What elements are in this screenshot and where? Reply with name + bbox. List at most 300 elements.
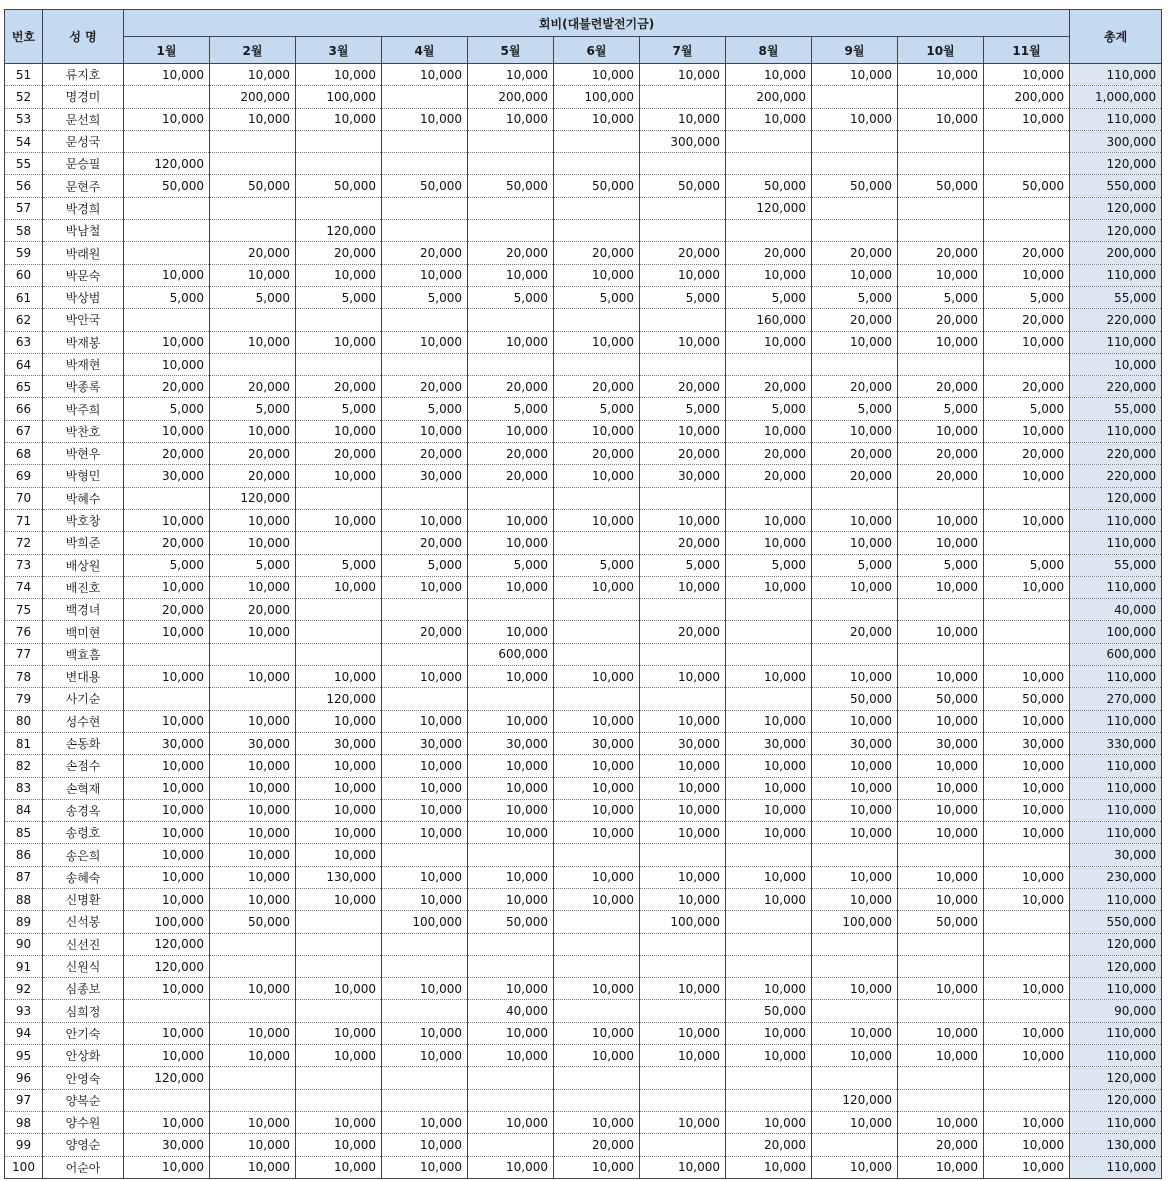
cell-name[interactable]: 박형민 [43,465,124,487]
cell-month-amount[interactable]: 10,000 [726,509,812,531]
cell-month-amount[interactable]: 10,000 [640,331,726,353]
cell-month-amount[interactable]: 120,000 [296,220,382,242]
cell-name[interactable]: 성수현 [43,710,124,732]
cell-month-amount[interactable]: 5,000 [812,398,898,420]
cell-no[interactable]: 59 [5,242,43,264]
cell-month-amount[interactable] [296,599,382,621]
cell-month-amount[interactable]: 10,000 [382,108,468,130]
cell-month-amount[interactable] [382,153,468,175]
cell-month-amount[interactable]: 20,000 [812,242,898,264]
cell-month-amount[interactable]: 10,000 [812,108,898,130]
cell-total[interactable]: 550,000 [1070,911,1162,933]
cell-total[interactable]: 110,000 [1070,264,1162,286]
cell-month-amount[interactable]: 10,000 [984,331,1070,353]
cell-name[interactable]: 양복순 [43,1089,124,1111]
cell-month-amount[interactable]: 20,000 [812,621,898,643]
cell-month-amount[interactable] [554,844,640,866]
cell-month-amount[interactable]: 20,000 [640,376,726,398]
cell-month-amount[interactable]: 50,000 [124,175,210,197]
cell-month-amount[interactable]: 20,000 [382,443,468,465]
cell-month-amount[interactable]: 10,000 [210,822,296,844]
cell-month-amount[interactable]: 10,000 [468,1045,554,1067]
cell-month-amount[interactable]: 10,000 [468,1022,554,1044]
cell-name[interactable]: 박래원 [43,242,124,264]
cell-month-amount[interactable]: 10,000 [984,710,1070,732]
cell-month-amount[interactable] [812,487,898,509]
cell-total[interactable]: 110,000 [1070,799,1162,821]
cell-month-amount[interactable]: 10,000 [210,1045,296,1067]
cell-month-amount[interactable]: 10,000 [726,1156,812,1178]
cell-month-amount[interactable]: 10,000 [382,576,468,598]
cell-month-amount[interactable] [726,220,812,242]
cell-month-amount[interactable]: 10,000 [640,576,726,598]
cell-month-amount[interactable]: 30,000 [210,732,296,754]
cell-no[interactable]: 55 [5,153,43,175]
cell-name[interactable]: 심종보 [43,978,124,1000]
cell-month-amount[interactable]: 10,000 [210,532,296,554]
cell-month-amount[interactable]: 10,000 [554,465,640,487]
cell-name[interactable]: 손혁재 [43,777,124,799]
cell-month-amount[interactable] [984,955,1070,977]
cell-month-amount[interactable]: 10,000 [640,666,726,688]
cell-name[interactable]: 류지호 [43,64,124,86]
cell-no[interactable]: 73 [5,554,43,576]
cell-month-amount[interactable] [554,153,640,175]
cell-month-amount[interactable]: 10,000 [726,1022,812,1044]
cell-total[interactable]: 55,000 [1070,398,1162,420]
cell-month-amount[interactable]: 20,000 [984,309,1070,331]
cell-name[interactable]: 문현주 [43,175,124,197]
cell-month-amount[interactable]: 10,000 [468,888,554,910]
cell-no[interactable]: 75 [5,599,43,621]
cell-month-amount[interactable]: 10,000 [210,1111,296,1133]
cell-month-amount[interactable]: 20,000 [382,242,468,264]
cell-month-amount[interactable] [984,532,1070,554]
cell-month-amount[interactable] [124,643,210,665]
cell-month-amount[interactable] [984,220,1070,242]
cell-name[interactable]: 박상범 [43,286,124,308]
cell-month-amount[interactable]: 10,000 [296,755,382,777]
cell-month-amount[interactable] [812,844,898,866]
cell-month-amount[interactable]: 20,000 [124,443,210,465]
cell-no[interactable]: 82 [5,755,43,777]
cell-month-amount[interactable]: 10,000 [296,108,382,130]
cell-month-amount[interactable]: 10,000 [296,1022,382,1044]
cell-no[interactable]: 58 [5,220,43,242]
cell-month-amount[interactable]: 30,000 [640,465,726,487]
cell-month-amount[interactable]: 10,000 [812,755,898,777]
cell-name[interactable]: 신석봉 [43,911,124,933]
cell-month-amount[interactable]: 10,000 [640,777,726,799]
cell-no[interactable]: 77 [5,643,43,665]
cell-month-amount[interactable] [554,955,640,977]
cell-month-amount[interactable]: 10,000 [898,420,984,442]
cell-total[interactable]: 220,000 [1070,465,1162,487]
cell-month-amount[interactable]: 10,000 [554,576,640,598]
cell-month-amount[interactable]: 10,000 [898,1111,984,1133]
cell-month-amount[interactable]: 10,000 [984,1134,1070,1156]
cell-month-amount[interactable]: 10,000 [296,710,382,732]
cell-month-amount[interactable] [296,353,382,375]
cell-month-amount[interactable] [468,933,554,955]
cell-month-amount[interactable]: 10,000 [640,64,726,86]
cell-month-amount[interactable] [296,487,382,509]
cell-month-amount[interactable]: 300,000 [640,130,726,152]
cell-month-amount[interactable]: 10,000 [554,509,640,531]
cell-month-amount[interactable]: 10,000 [554,822,640,844]
cell-month-amount[interactable]: 10,000 [640,1022,726,1044]
cell-month-amount[interactable]: 10,000 [554,799,640,821]
cell-month-amount[interactable]: 10,000 [812,64,898,86]
cell-month-amount[interactable]: 30,000 [382,465,468,487]
cell-month-amount[interactable]: 10,000 [382,1022,468,1044]
cell-month-amount[interactable]: 5,000 [382,554,468,576]
cell-month-amount[interactable]: 10,000 [124,1045,210,1067]
cell-name[interactable]: 배상원 [43,554,124,576]
cell-no[interactable]: 87 [5,866,43,888]
cell-month-amount[interactable]: 10,000 [984,755,1070,777]
cell-month-amount[interactable]: 10,000 [898,576,984,598]
cell-month-amount[interactable]: 10,000 [984,264,1070,286]
cell-no[interactable]: 84 [5,799,43,821]
cell-month-amount[interactable]: 50,000 [898,688,984,710]
cell-no[interactable]: 94 [5,1022,43,1044]
cell-month-amount[interactable]: 10,000 [468,777,554,799]
cell-month-amount[interactable] [210,197,296,219]
cell-month-amount[interactable]: 10,000 [898,1022,984,1044]
cell-month-amount[interactable] [554,933,640,955]
cell-month-amount[interactable]: 20,000 [984,443,1070,465]
cell-month-amount[interactable]: 10,000 [124,108,210,130]
cell-month-amount[interactable] [296,933,382,955]
cell-month-amount[interactable]: 10,000 [640,420,726,442]
cell-month-amount[interactable]: 10,000 [726,777,812,799]
cell-month-amount[interactable]: 10,000 [984,509,1070,531]
cell-total[interactable]: 110,000 [1070,1156,1162,1178]
cell-month-amount[interactable]: 5,000 [898,554,984,576]
cell-month-amount[interactable]: 30,000 [124,1134,210,1156]
cell-total[interactable]: 200,000 [1070,242,1162,264]
cell-month-amount[interactable] [210,955,296,977]
cell-month-amount[interactable]: 10,000 [210,576,296,598]
cell-total[interactable]: 30,000 [1070,844,1162,866]
cell-total[interactable]: 120,000 [1070,220,1162,242]
cell-total[interactable]: 550,000 [1070,175,1162,197]
cell-month-amount[interactable]: 10,000 [726,64,812,86]
cell-month-amount[interactable]: 10,000 [984,420,1070,442]
cell-month-amount[interactable]: 10,000 [726,108,812,130]
cell-total[interactable]: 100,000 [1070,621,1162,643]
cell-month-amount[interactable]: 10,000 [984,866,1070,888]
cell-no[interactable]: 81 [5,732,43,754]
cell-month-amount[interactable] [812,353,898,375]
cell-month-amount[interactable]: 10,000 [898,666,984,688]
cell-month-amount[interactable]: 10,000 [468,420,554,442]
cell-name[interactable]: 백미현 [43,621,124,643]
cell-month-amount[interactable] [726,688,812,710]
cell-total[interactable]: 120,000 [1070,487,1162,509]
cell-no[interactable]: 93 [5,1000,43,1022]
cell-month-amount[interactable]: 10,000 [726,799,812,821]
cell-total[interactable]: 600,000 [1070,643,1162,665]
cell-month-amount[interactable] [468,955,554,977]
cell-month-amount[interactable] [640,487,726,509]
cell-no[interactable]: 61 [5,286,43,308]
cell-month-amount[interactable] [296,621,382,643]
cell-month-amount[interactable]: 10,000 [296,978,382,1000]
cell-month-amount[interactable]: 10,000 [382,420,468,442]
cell-month-amount[interactable]: 20,000 [726,242,812,264]
cell-no[interactable]: 68 [5,443,43,465]
cell-month-amount[interactable]: 5,000 [554,554,640,576]
cell-month-amount[interactable]: 30,000 [812,732,898,754]
cell-month-amount[interactable]: 5,000 [640,286,726,308]
cell-month-amount[interactable]: 10,000 [124,331,210,353]
cell-month-amount[interactable]: 5,000 [296,286,382,308]
cell-month-amount[interactable]: 10,000 [640,822,726,844]
cell-month-amount[interactable]: 10,000 [898,822,984,844]
cell-month-amount[interactable] [468,130,554,152]
cell-name[interactable]: 신명환 [43,888,124,910]
cell-month-amount[interactable]: 20,000 [468,443,554,465]
cell-month-amount[interactable] [898,130,984,152]
cell-month-amount[interactable]: 20,000 [726,443,812,465]
cell-month-amount[interactable] [210,309,296,331]
cell-month-amount[interactable]: 600,000 [468,643,554,665]
cell-name[interactable]: 신선진 [43,933,124,955]
cell-name[interactable]: 박희준 [43,532,124,554]
cell-total[interactable]: 110,000 [1070,576,1162,598]
cell-month-amount[interactable]: 20,000 [898,443,984,465]
cell-total[interactable]: 110,000 [1070,978,1162,1000]
cell-month-amount[interactable] [296,1089,382,1111]
cell-month-amount[interactable]: 10,000 [296,888,382,910]
cell-month-amount[interactable] [554,1067,640,1089]
cell-month-amount[interactable]: 20,000 [812,376,898,398]
cell-month-amount[interactable]: 50,000 [984,175,1070,197]
cell-month-amount[interactable]: 5,000 [554,286,640,308]
cell-month-amount[interactable]: 10,000 [984,978,1070,1000]
cell-month-amount[interactable] [296,1067,382,1089]
cell-month-amount[interactable]: 10,000 [382,888,468,910]
cell-no[interactable]: 98 [5,1111,43,1133]
cell-month-amount[interactable]: 10,000 [468,532,554,554]
cell-month-amount[interactable]: 20,000 [554,376,640,398]
cell-month-amount[interactable] [726,153,812,175]
cell-month-amount[interactable] [640,933,726,955]
cell-no[interactable]: 67 [5,420,43,442]
cell-name[interactable]: 송혜숙 [43,866,124,888]
cell-month-amount[interactable] [898,844,984,866]
cell-month-amount[interactable]: 20,000 [554,443,640,465]
cell-month-amount[interactable] [984,1067,1070,1089]
cell-month-amount[interactable]: 10,000 [640,866,726,888]
cell-month-amount[interactable] [640,86,726,108]
cell-month-amount[interactable]: 10,000 [554,710,640,732]
cell-month-amount[interactable]: 10,000 [554,888,640,910]
cell-month-amount[interactable]: 10,000 [124,888,210,910]
cell-month-amount[interactable]: 30,000 [554,732,640,754]
cell-month-amount[interactable] [382,487,468,509]
cell-month-amount[interactable]: 10,000 [812,978,898,1000]
cell-month-amount[interactable] [984,487,1070,509]
cell-total[interactable]: 220,000 [1070,376,1162,398]
cell-month-amount[interactable]: 10,000 [124,866,210,888]
cell-month-amount[interactable]: 10,000 [296,465,382,487]
cell-month-amount[interactable]: 10,000 [898,621,984,643]
cell-month-amount[interactable] [382,1089,468,1111]
cell-name[interactable]: 백경녀 [43,599,124,621]
cell-month-amount[interactable] [640,955,726,977]
cell-month-amount[interactable] [812,1067,898,1089]
cell-month-amount[interactable]: 30,000 [296,732,382,754]
cell-name[interactable]: 박재봉 [43,331,124,353]
cell-month-amount[interactable]: 10,000 [210,420,296,442]
cell-month-amount[interactable] [640,197,726,219]
cell-month-amount[interactable]: 5,000 [984,554,1070,576]
cell-no[interactable]: 54 [5,130,43,152]
cell-no[interactable]: 72 [5,532,43,554]
cell-month-amount[interactable]: 10,000 [984,799,1070,821]
cell-month-amount[interactable] [210,1067,296,1089]
cell-month-amount[interactable]: 20,000 [898,242,984,264]
cell-month-amount[interactable]: 10,000 [210,799,296,821]
cell-no[interactable]: 100 [5,1156,43,1178]
cell-month-amount[interactable]: 5,000 [210,286,296,308]
cell-month-amount[interactable] [468,688,554,710]
cell-month-amount[interactable]: 10,000 [640,1111,726,1133]
cell-no[interactable]: 79 [5,688,43,710]
cell-month-amount[interactable]: 120,000 [124,1067,210,1089]
cell-month-amount[interactable] [554,220,640,242]
cell-month-amount[interactable]: 5,000 [382,286,468,308]
cell-no[interactable]: 52 [5,86,43,108]
cell-month-amount[interactable] [898,955,984,977]
cell-month-amount[interactable]: 10,000 [640,264,726,286]
cell-no[interactable]: 92 [5,978,43,1000]
cell-month-amount[interactable]: 30,000 [468,732,554,754]
cell-month-amount[interactable] [898,220,984,242]
cell-month-amount[interactable] [124,220,210,242]
cell-name[interactable]: 박경희 [43,197,124,219]
cell-month-amount[interactable] [468,1134,554,1156]
cell-month-amount[interactable] [468,1067,554,1089]
cell-month-amount[interactable] [124,309,210,331]
cell-month-amount[interactable] [726,933,812,955]
cell-month-amount[interactable] [382,643,468,665]
cell-month-amount[interactable]: 10,000 [812,1022,898,1044]
cell-name[interactable]: 박문숙 [43,264,124,286]
cell-month-amount[interactable]: 5,000 [468,286,554,308]
cell-month-amount[interactable]: 10,000 [640,978,726,1000]
cell-month-amount[interactable] [468,487,554,509]
cell-name[interactable]: 손점수 [43,755,124,777]
cell-month-amount[interactable]: 50,000 [382,175,468,197]
cell-month-amount[interactable]: 10,000 [124,264,210,286]
cell-total[interactable]: 90,000 [1070,1000,1162,1022]
cell-month-amount[interactable]: 10,000 [812,799,898,821]
cell-month-amount[interactable]: 10,000 [468,666,554,688]
cell-month-amount[interactable] [898,1089,984,1111]
cell-month-amount[interactable]: 20,000 [726,376,812,398]
cell-month-amount[interactable]: 10,000 [898,799,984,821]
cell-month-amount[interactable] [554,1089,640,1111]
cell-month-amount[interactable] [554,621,640,643]
cell-month-amount[interactable] [124,1089,210,1111]
cell-month-amount[interactable] [640,688,726,710]
cell-month-amount[interactable] [296,643,382,665]
cell-total[interactable]: 1,000,000 [1070,86,1162,108]
cell-month-amount[interactable]: 10,000 [210,978,296,1000]
cell-month-amount[interactable] [554,532,640,554]
cell-month-amount[interactable]: 10,000 [210,666,296,688]
cell-month-amount[interactable]: 10,000 [984,64,1070,86]
cell-total[interactable]: 300,000 [1070,130,1162,152]
cell-month-amount[interactable]: 20,000 [726,1134,812,1156]
cell-total[interactable]: 110,000 [1070,64,1162,86]
cell-month-amount[interactable]: 20,000 [468,376,554,398]
cell-month-amount[interactable]: 30,000 [382,732,468,754]
cell-month-amount[interactable]: 10,000 [640,1156,726,1178]
cell-month-amount[interactable]: 10,000 [124,978,210,1000]
cell-month-amount[interactable]: 10,000 [726,666,812,688]
cell-month-amount[interactable]: 20,000 [984,242,1070,264]
cell-month-amount[interactable]: 10,000 [124,1022,210,1044]
cell-month-amount[interactable]: 10,000 [296,1156,382,1178]
cell-name[interactable]: 심희정 [43,1000,124,1022]
cell-month-amount[interactable] [984,911,1070,933]
cell-month-amount[interactable]: 130,000 [296,866,382,888]
cell-month-amount[interactable]: 20,000 [210,465,296,487]
cell-month-amount[interactable]: 10,000 [296,1134,382,1156]
cell-month-amount[interactable]: 20,000 [554,242,640,264]
cell-month-amount[interactable]: 10,000 [296,331,382,353]
cell-month-amount[interactable]: 20,000 [468,242,554,264]
cell-month-amount[interactable]: 10,000 [812,710,898,732]
cell-month-amount[interactable]: 50,000 [898,175,984,197]
cell-month-amount[interactable]: 50,000 [554,175,640,197]
cell-month-amount[interactable]: 10,000 [898,1156,984,1178]
cell-month-amount[interactable]: 200,000 [468,86,554,108]
cell-total[interactable]: 110,000 [1070,331,1162,353]
cell-month-amount[interactable]: 10,000 [554,666,640,688]
cell-month-amount[interactable] [726,1067,812,1089]
cell-month-amount[interactable]: 10,000 [984,822,1070,844]
cell-no[interactable]: 56 [5,175,43,197]
cell-total[interactable]: 120,000 [1070,955,1162,977]
cell-month-amount[interactable]: 10,000 [382,978,468,1000]
cell-month-amount[interactable]: 10,000 [210,710,296,732]
cell-name[interactable]: 송은희 [43,844,124,866]
cell-month-amount[interactable]: 10,000 [640,710,726,732]
cell-month-amount[interactable] [898,353,984,375]
cell-month-amount[interactable]: 10,000 [726,264,812,286]
cell-month-amount[interactable]: 20,000 [640,443,726,465]
cell-month-amount[interactable] [898,599,984,621]
cell-month-amount[interactable]: 10,000 [984,888,1070,910]
cell-total[interactable]: 110,000 [1070,1111,1162,1133]
cell-no[interactable]: 97 [5,1089,43,1111]
cell-month-amount[interactable] [812,86,898,108]
cell-month-amount[interactable]: 10,000 [898,710,984,732]
cell-month-amount[interactable]: 50,000 [296,175,382,197]
cell-month-amount[interactable]: 10,000 [210,264,296,286]
cell-month-amount[interactable] [726,955,812,977]
cell-month-amount[interactable] [296,1000,382,1022]
cell-month-amount[interactable]: 10,000 [124,509,210,531]
cell-month-amount[interactable] [726,353,812,375]
cell-month-amount[interactable]: 20,000 [296,443,382,465]
